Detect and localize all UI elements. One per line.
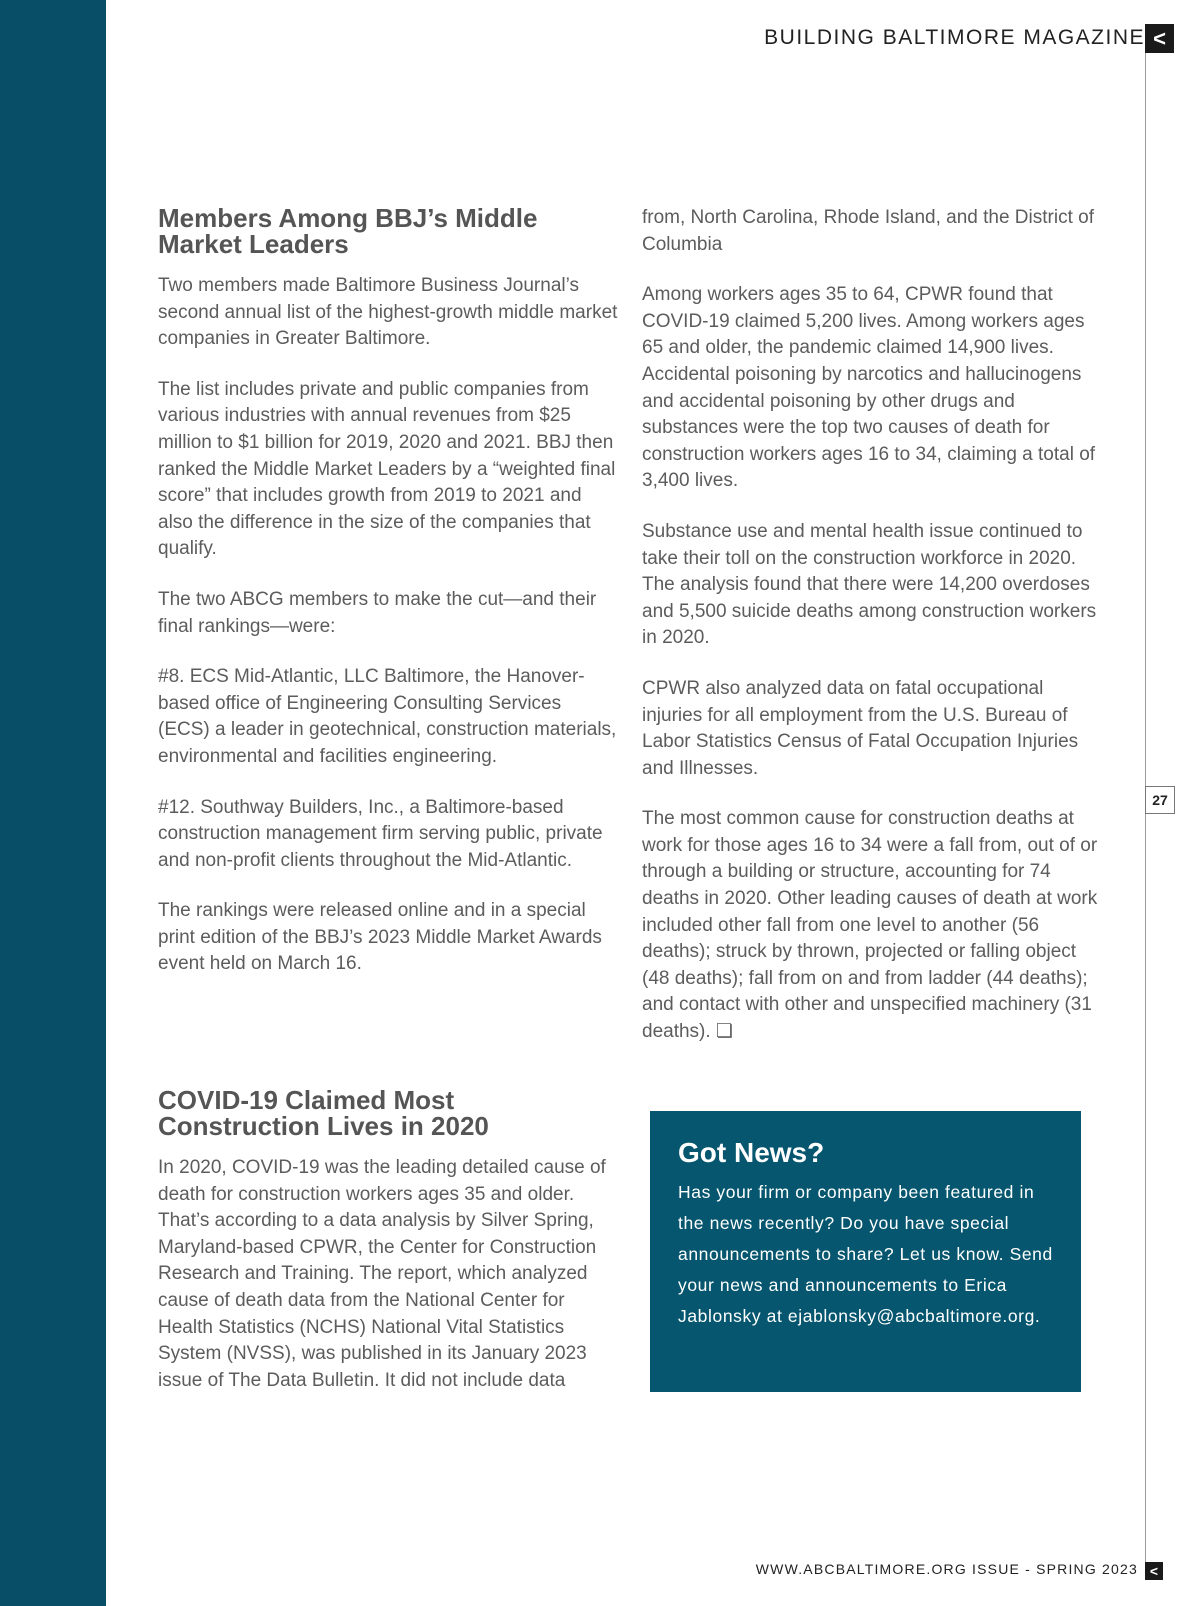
article1-paragraph: The two ABCG members to make the cut—and their final rankings—were:	[158, 588, 597, 637]
back-arrow-icon[interactable]: <	[1145, 24, 1174, 53]
right-column	[642, 205, 1102, 1070]
article1-paragraph: #8. ECS Mid-Atlantic, LLC Baltimore, the Hanover-based office of Engineering Consulting Services (ECS) a leader in geotechnical, construction materials, environmental and facilities engineering.	[158, 666, 617, 767]
magazine-masthead: BUILDING BALTIMORE MAGAZINE	[764, 26, 1145, 49]
article2-paragraph: Substance use and mental health issue continued to take their toll on the construction workforce in 2020. The analysis found that there were 14,200 overdoses and 5,500 suicide deaths among construction workers in 2020.	[642, 520, 1097, 649]
article2-paragraph: CPWR also analyzed data on fatal occupational injuries for all employment from the U.S. Bureau of Labor Statistics Census of Fatal Occupation Injuries and Illnesses.	[642, 677, 1079, 779]
page-number: 27	[1145, 786, 1175, 814]
back-arrow-icon[interactable]: <	[1145, 1562, 1163, 1580]
article1-paragraph: The list includes private and public companies from various industries with annual revenues from $25 million to $1 billion for 2019, 2020 and 2021. BBJ then ranked the Middle Market Leaders by a “weighted final score” that includes growth from 2019 to 2021 and also the difference in the size of the companies that qualify.	[158, 378, 616, 560]
article2-paragraph: from, North Carolina, Rhode Island, and the District of Columbia	[642, 207, 1094, 255]
footer-text: WWW.ABCBALTIMORE.ORG ISSUE - SPRING 2023	[755, 1561, 1138, 1577]
article2-paragraph: In 2020, COVID-19 was the leading detailed cause of death for construction workers ages 35 and older. That’s according to a data analysis by Silver Spring, Maryland-based CPWR, the Center for Construction Research and Training. The report, which analyzed cause of death data from the National Center for Health Statistics (NCHS) National Vital Statistics System (NVSS), was published in its January 2023 issue of The Data Bulletin. It did not include data	[158, 1157, 606, 1391]
article1-paragraph: Two members made Baltimore Business Journal’s second annual list of the highest-growth middle market companies in Greater Baltimore.	[158, 275, 618, 350]
left-column	[158, 205, 618, 1002]
got-news-box	[650, 1111, 1081, 1392]
article1-paragraph: The rankings were released online and in a special print edition of the BBJ’s 2023 Middle Market Awards event held on March 16.	[158, 900, 602, 975]
article2-paragraph: The most common cause for construction deaths at work for those ages 16 to 34 were a fall from, out of or through a building or structure, accounting for 74 deaths in 2020. Other leading causes of death at work included other fall from one level to another (56 deaths); struck by thrown, projected or falling object (48 deaths); fall from on and from ladder (44 deaths); and contact with other and unspecified machinery (31 deaths). ❏	[642, 808, 1098, 1043]
article1-paragraph: #12. Southway Builders, Inc., a Baltimore-based construction management firm serving public, private and non-profit clients throughout the Mid-Atlantic.	[158, 796, 603, 871]
news-box-title: Got News?	[678, 1137, 825, 1168]
article2-left	[158, 1087, 618, 1418]
sidebar-band	[0, 0, 106, 1606]
article1-title: Members Among BBJ’s Middle Market Leaders	[158, 203, 538, 259]
article2-paragraph: Among workers ages 35 to 64, CPWR found that COVID-19 claimed 5,200 lives. Among workers ages 65 and older, the pandemic claimed 14,900 lives. Accidental poisoning by narcotics and hallucinogens and accidental poisoning by other drugs and substances were the top two causes of death for construction workers ages 16 to 34, claiming a total of 3,400 lives.	[642, 284, 1096, 492]
article2-title: COVID-19 Claimed Most Construction Lives in 2020	[158, 1085, 489, 1141]
news-box-body: Has your firm or company been featured in the news recently? Do you have special announcements to share? Let us know. Send your news and announcements to Erica Jablonsky at ejablonsky@abcbaltimore.org.	[678, 1182, 1053, 1326]
